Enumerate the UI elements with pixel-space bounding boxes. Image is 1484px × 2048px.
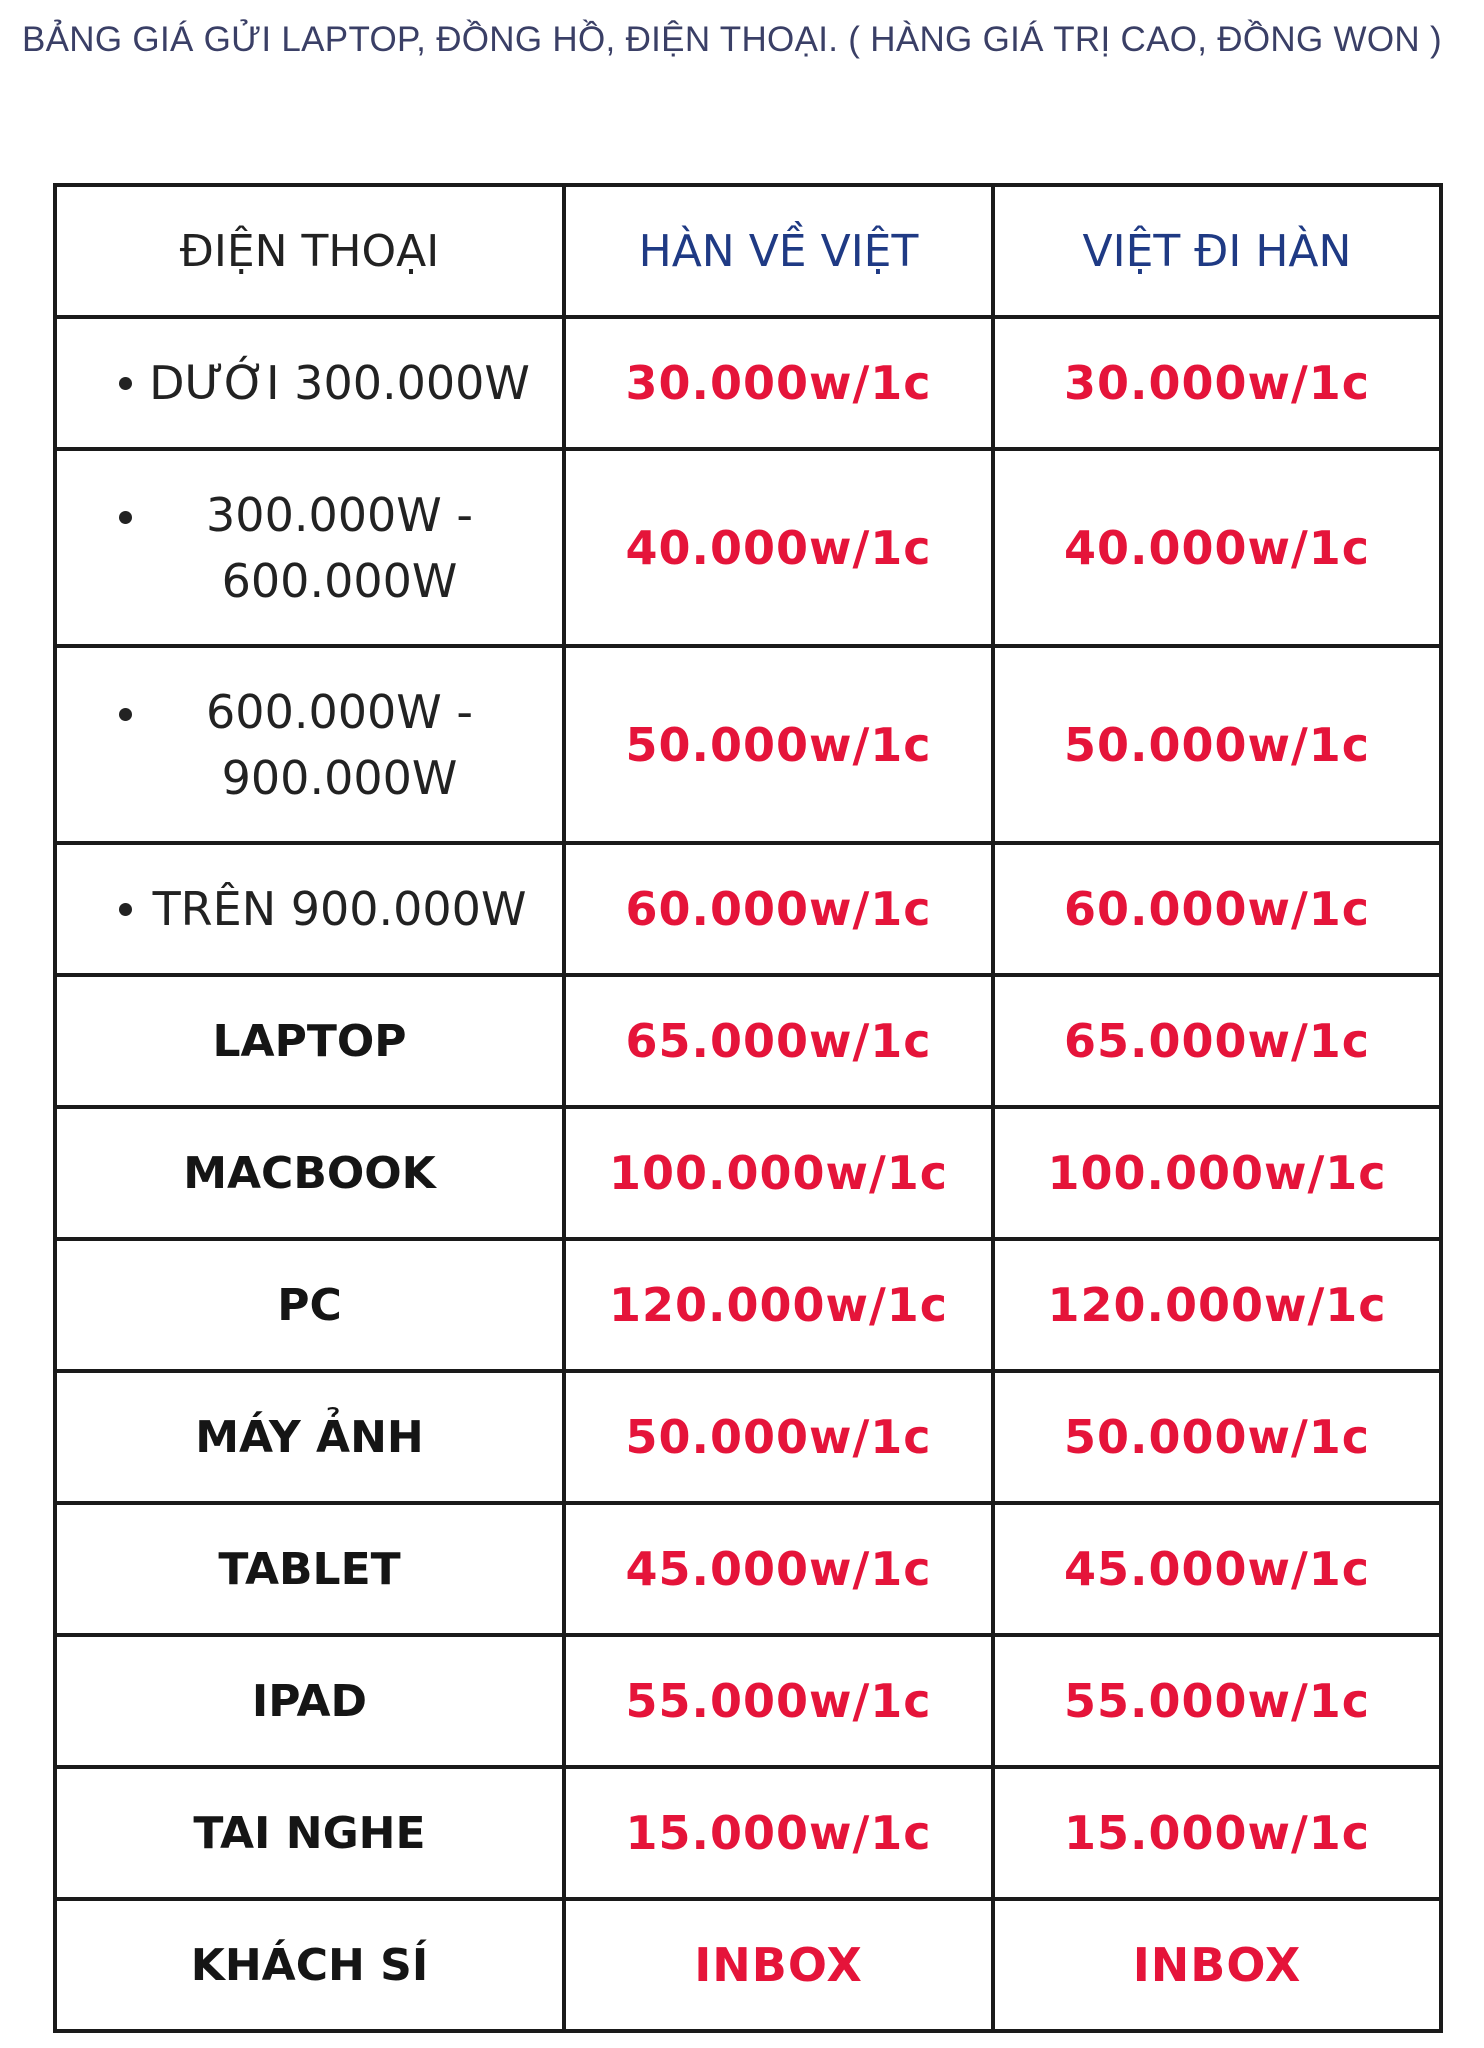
price-viet-di-han: 40.000w/1c <box>993 449 1441 646</box>
price-han-ve-viet: 45.000w/1c <box>564 1503 993 1635</box>
header-item: ĐIỆN THOẠI <box>55 185 564 317</box>
price-han-ve-viet: 15.000w/1c <box>564 1767 993 1899</box>
phone-tier-label: 600.000W <box>221 553 458 608</box>
table-row <box>55 1635 1441 1767</box>
phone-tier-label: DƯỚI 300.000W <box>149 356 530 410</box>
table-row <box>55 646 1441 843</box>
bullet-icon <box>119 377 132 390</box>
price-han-ve-viet: INBOX <box>564 1899 993 2031</box>
item-name: MACBOOK <box>55 1107 564 1239</box>
price-han-ve-viet: 60.000w/1c <box>564 843 993 975</box>
table-header-row <box>55 185 1441 317</box>
bullet-icon <box>119 511 132 524</box>
price-han-ve-viet: 120.000w/1c <box>564 1239 993 1371</box>
header-korea-to-vietnam: HÀN VỀ VIỆT <box>564 185 993 317</box>
header-vietnam-to-korea: VIỆT ĐI HÀN <box>993 185 1441 317</box>
table-row <box>55 843 1441 975</box>
table-row <box>55 1767 1441 1899</box>
price-viet-di-han: 60.000w/1c <box>993 843 1441 975</box>
price-viet-di-han: 30.000w/1c <box>993 317 1441 449</box>
price-viet-di-han: 120.000w/1c <box>993 1239 1441 1371</box>
table-row <box>55 1899 1441 2031</box>
item-name: KHÁCH SÍ <box>55 1899 564 2031</box>
price-viet-di-han: 50.000w/1c <box>993 646 1441 843</box>
price-viet-di-han: 65.000w/1c <box>993 975 1441 1107</box>
phone-tier-cell <box>55 449 564 646</box>
phone-tier-cell <box>55 317 564 449</box>
price-han-ve-viet: 50.000w/1c <box>564 646 993 843</box>
price-han-ve-viet: 65.000w/1c <box>564 975 993 1107</box>
price-viet-di-han: 100.000w/1c <box>993 1107 1441 1239</box>
price-han-ve-viet: 55.000w/1c <box>564 1635 993 1767</box>
item-name: PC <box>55 1239 564 1371</box>
price-viet-di-han: 50.000w/1c <box>993 1371 1441 1503</box>
phone-tier-label: 300.000W - <box>206 487 473 542</box>
price-han-ve-viet: 100.000w/1c <box>564 1107 993 1239</box>
item-name: TABLET <box>55 1503 564 1635</box>
table-row <box>55 1371 1441 1503</box>
price-viet-di-han: INBOX <box>993 1899 1441 2031</box>
phone-tier-label: 600.000W - <box>206 684 473 739</box>
price-viet-di-han: 45.000w/1c <box>993 1503 1441 1635</box>
phone-tier-label: TRÊN 900.000W <box>152 882 527 936</box>
table-row <box>55 317 1441 449</box>
bullet-icon <box>119 903 132 916</box>
phone-tier-cell <box>55 843 564 975</box>
item-name: TAI NGHE <box>55 1767 564 1899</box>
price-table <box>53 183 1443 2033</box>
item-name: MÁY ẢNH <box>55 1371 564 1503</box>
price-han-ve-viet: 40.000w/1c <box>564 449 993 646</box>
bullet-icon <box>119 708 132 721</box>
table-row <box>55 1503 1441 1635</box>
phone-tier-cell <box>55 646 564 843</box>
table-row <box>55 1239 1441 1371</box>
table-row <box>55 1107 1441 1239</box>
price-han-ve-viet: 50.000w/1c <box>564 1371 993 1503</box>
price-han-ve-viet: 30.000w/1c <box>564 317 993 449</box>
item-name: IPAD <box>55 1635 564 1767</box>
phone-tier-label: 900.000W <box>221 750 458 805</box>
item-name: LAPTOP <box>55 975 564 1107</box>
table-row <box>55 449 1441 646</box>
price-viet-di-han: 15.000w/1c <box>993 1767 1441 1899</box>
page-title: BẢNG GIÁ GỬI LAPTOP, ĐỒNG HỒ, ĐIỆN THOẠI. ( HÀNG GIÁ TRỊ CAO, ĐỒNG WON ) <box>22 20 1442 59</box>
price-viet-di-han: 55.000w/1c <box>993 1635 1441 1767</box>
table-row <box>55 975 1441 1107</box>
